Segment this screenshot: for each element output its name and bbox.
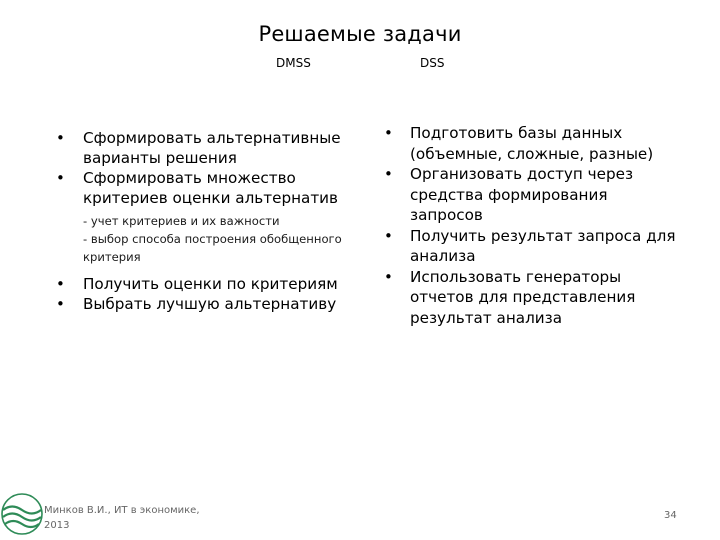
- list-item: [56, 274, 376, 294]
- subnote-line: - выбор способа построения обобщенного: [83, 232, 342, 246]
- wave-logo-icon: [0, 490, 44, 536]
- list-item-text: Сформировать множество критериев оценки альтернатив: [83, 169, 338, 207]
- bullet-icon: •: [384, 267, 393, 286]
- bullet-icon: •: [384, 165, 393, 183]
- bullet-icon: •: [384, 124, 393, 142]
- footer-year: 2013: [44, 520, 70, 531]
- bullet-icon: •: [56, 129, 65, 147]
- list-item-text: Сформировать альтернативные варианты решения: [83, 129, 341, 167]
- list-item-text: Использовать генераторы отчетов для представления результат анализа: [410, 267, 636, 327]
- bullet-icon: •: [56, 275, 65, 293]
- dmss-column-header: DMSS: [276, 56, 311, 70]
- list-item-text: Организовать доступ через средства формирования запросов: [410, 165, 634, 224]
- subnote-line: критерия: [83, 250, 141, 264]
- bullet-icon: •: [56, 169, 65, 187]
- list-item: [384, 164, 676, 226]
- list-item: [384, 123, 676, 164]
- dss-column-header: DSS: [420, 56, 445, 70]
- list-item: [384, 267, 676, 329]
- dmss-task-list: [56, 128, 376, 314]
- footer-author-line: Минков В.И., ИТ в экономике,: [44, 505, 200, 516]
- footer-author: [44, 503, 214, 533]
- list-item-text: Получить оценки по критериям: [83, 275, 338, 293]
- list-item-text: Выбрать лучшую альтернативу: [83, 295, 337, 313]
- criteria-subnotes: [56, 212, 376, 266]
- slide-title: Решаемые задачи: [258, 22, 462, 46]
- bullet-icon: •: [56, 295, 65, 313]
- page-number: 34: [664, 510, 677, 521]
- list-item: [56, 168, 376, 208]
- list-item: [56, 128, 376, 168]
- list-item: [384, 226, 676, 267]
- subnote-line: - учет критериев и их важности: [83, 214, 280, 228]
- list-item-text: Получить результат запроса для анализа: [410, 226, 676, 265]
- bullet-icon: •: [384, 226, 393, 245]
- list-item-text: Подготовить базы данных (объемные, сложные, разные): [410, 124, 654, 163]
- dss-task-list: [384, 123, 676, 328]
- list-item: [56, 294, 376, 314]
